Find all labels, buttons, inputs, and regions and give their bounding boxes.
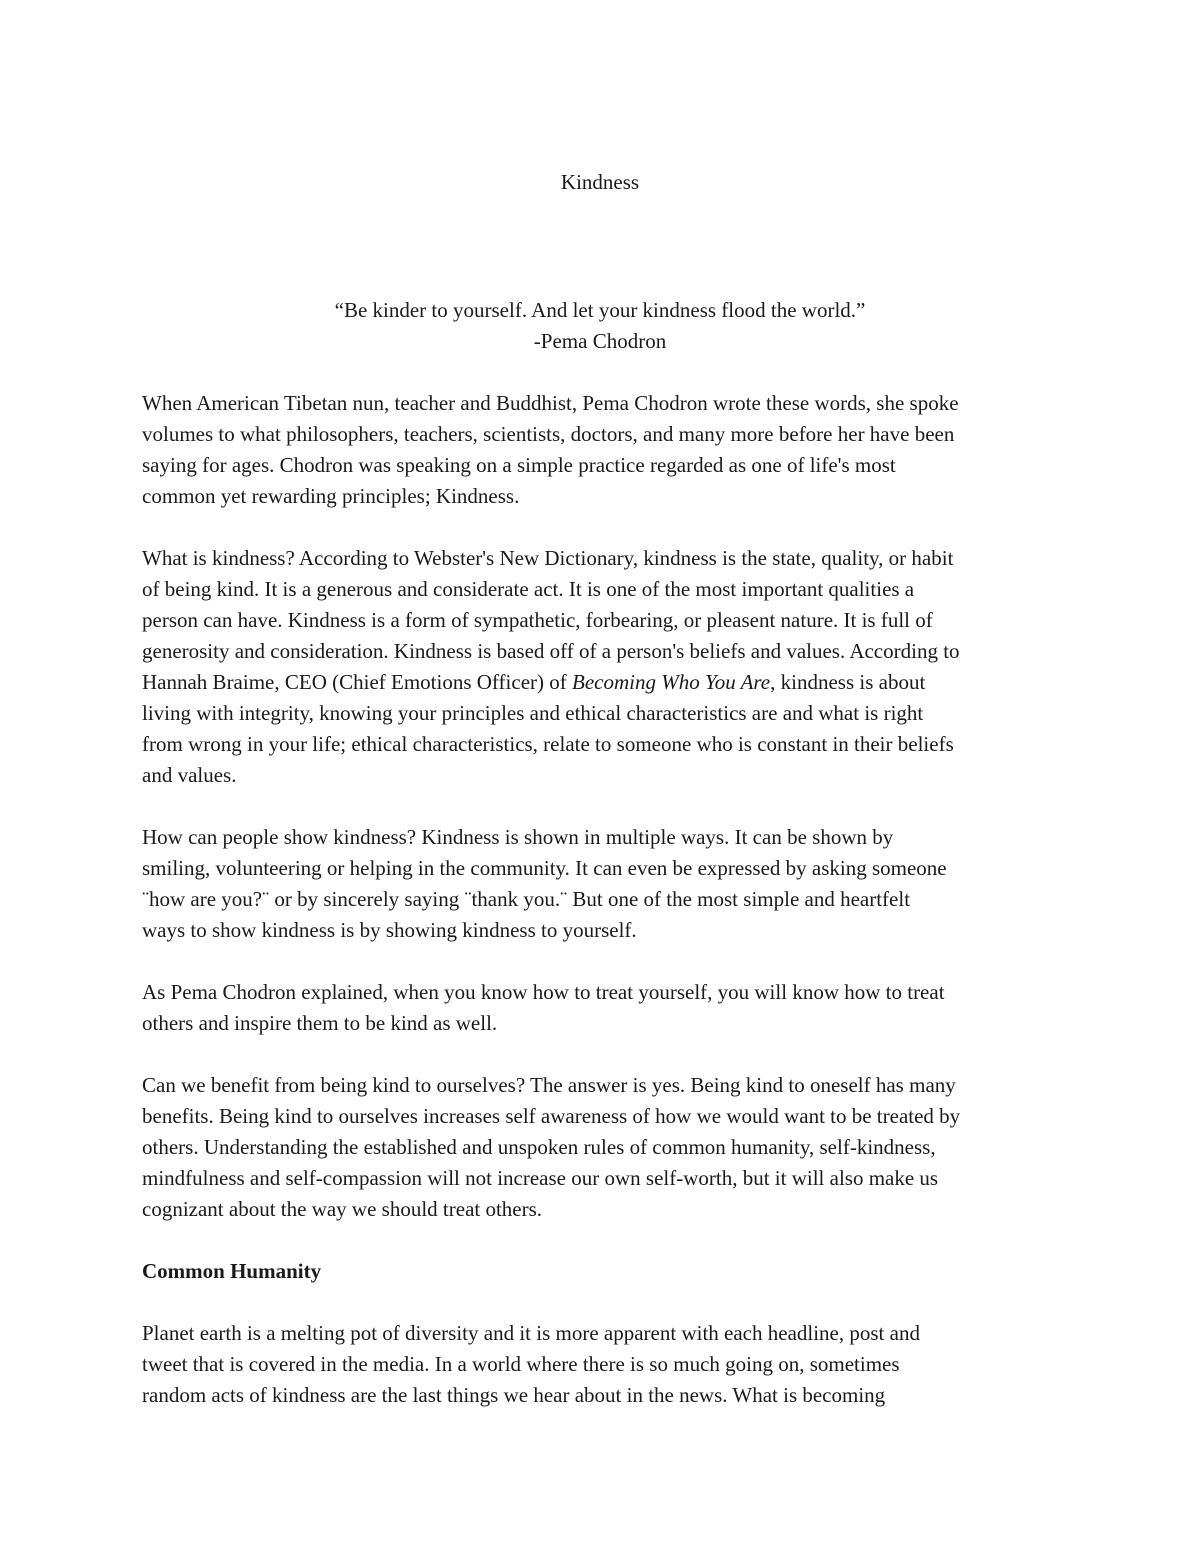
text-line: from wrong in your life; ethical characteristics, relate to someone who is constant in their beliefs (142, 732, 954, 756)
text-line: and values. (142, 763, 237, 787)
text-line: random acts of kindness are the last things we hear about in the news. What is becoming (142, 1383, 886, 1407)
line-prefix: Hannah Braime, CEO (Chief Emotions Officer) of (142, 670, 572, 694)
book-title: Becoming Who You Are (572, 670, 771, 694)
paragraph-benefits (142, 1070, 1067, 1225)
epigraph (0, 295, 1200, 357)
paragraph-pema-explained (142, 977, 1067, 1039)
line-suffix: , kindness is about (770, 670, 926, 694)
paragraph-intro (142, 388, 1067, 512)
text-line-with-book-title (142, 667, 1067, 698)
text-line: others and inspire them to be kind as well. (142, 1011, 498, 1035)
text-line: What is kindness? According to Webster's New Dictionary, kindness is the state, quality, or habit (142, 546, 954, 570)
section-heading: Common Humanity (142, 1259, 322, 1283)
text-line: of being kind. It is a generous and considerate act. It is one of the most important qualities a (142, 577, 915, 601)
text-line: common yet rewarding principles; Kindness. (142, 484, 520, 508)
text-line: living with integrity, knowing your principles and ethical characteristics are and what is right (142, 701, 924, 725)
quote-attribution: -Pema Chodron (533, 329, 667, 353)
text-line: tweet that is covered in the media. In a world where there is so much going on, sometimes (142, 1352, 900, 1376)
text-line: smiling, volunteering or helping in the community. It can even be expressed by asking someone (142, 856, 947, 880)
text-line: benefits. Being kind to ourselves increases self awareness of how we would want to be treated by (142, 1104, 961, 1128)
quote-text: “Be kinder to yourself. And let your kindness flood the world.” (334, 298, 866, 322)
text-line: saying for ages. Chodron was speaking on a simple practice regarded as one of life's most (142, 453, 896, 477)
text-line: mindfulness and self-compassion will not increase our own self-worth, but it will also make us (142, 1166, 939, 1190)
text-line: As Pema Chodron explained, when you know how to treat yourself, you will know how to treat (142, 980, 945, 1004)
text-line: Planet earth is a melting pot of diversity and it is more apparent with each headline, post and (142, 1321, 920, 1345)
text-line: person can have. Kindness is a form of sympathetic, forbearing, or pleasent nature. It is full of (142, 608, 933, 632)
text-line: Can we benefit from being kind to ourselves? The answer is yes. Being kind to oneself has many (142, 1073, 956, 1097)
text-line: others. Understanding the established and unspoken rules of common humanity, self-kindness, (142, 1135, 936, 1159)
text-line: volumes to what philosophers, teachers, scientists, doctors, and many more before her have been (142, 422, 955, 446)
text-line: ¨how are you?¨ or by sincerely saying ¨thank you.¨ But one of the most simple and heartfelt (142, 887, 911, 911)
text-line: cognizant about the way we should treat others. (142, 1197, 543, 1221)
document-title: Kindness (560, 170, 640, 194)
document-body (142, 388, 1067, 1442)
paragraph-definition (142, 543, 1067, 791)
text-line: When American Tibetan nun, teacher and Buddhist, Pema Chodron wrote these words, she spoke (142, 391, 959, 415)
text-line: ways to show kindness is by showing kindness to yourself. (142, 918, 637, 942)
paragraph-common-humanity (142, 1318, 1067, 1411)
text-line: generosity and consideration. Kindness is based off of a person's beliefs and values. According to (142, 639, 960, 663)
paragraph-how-to-show (142, 822, 1067, 946)
text-line: How can people show kindness? Kindness is shown in multiple ways. It can be shown by (142, 825, 894, 849)
